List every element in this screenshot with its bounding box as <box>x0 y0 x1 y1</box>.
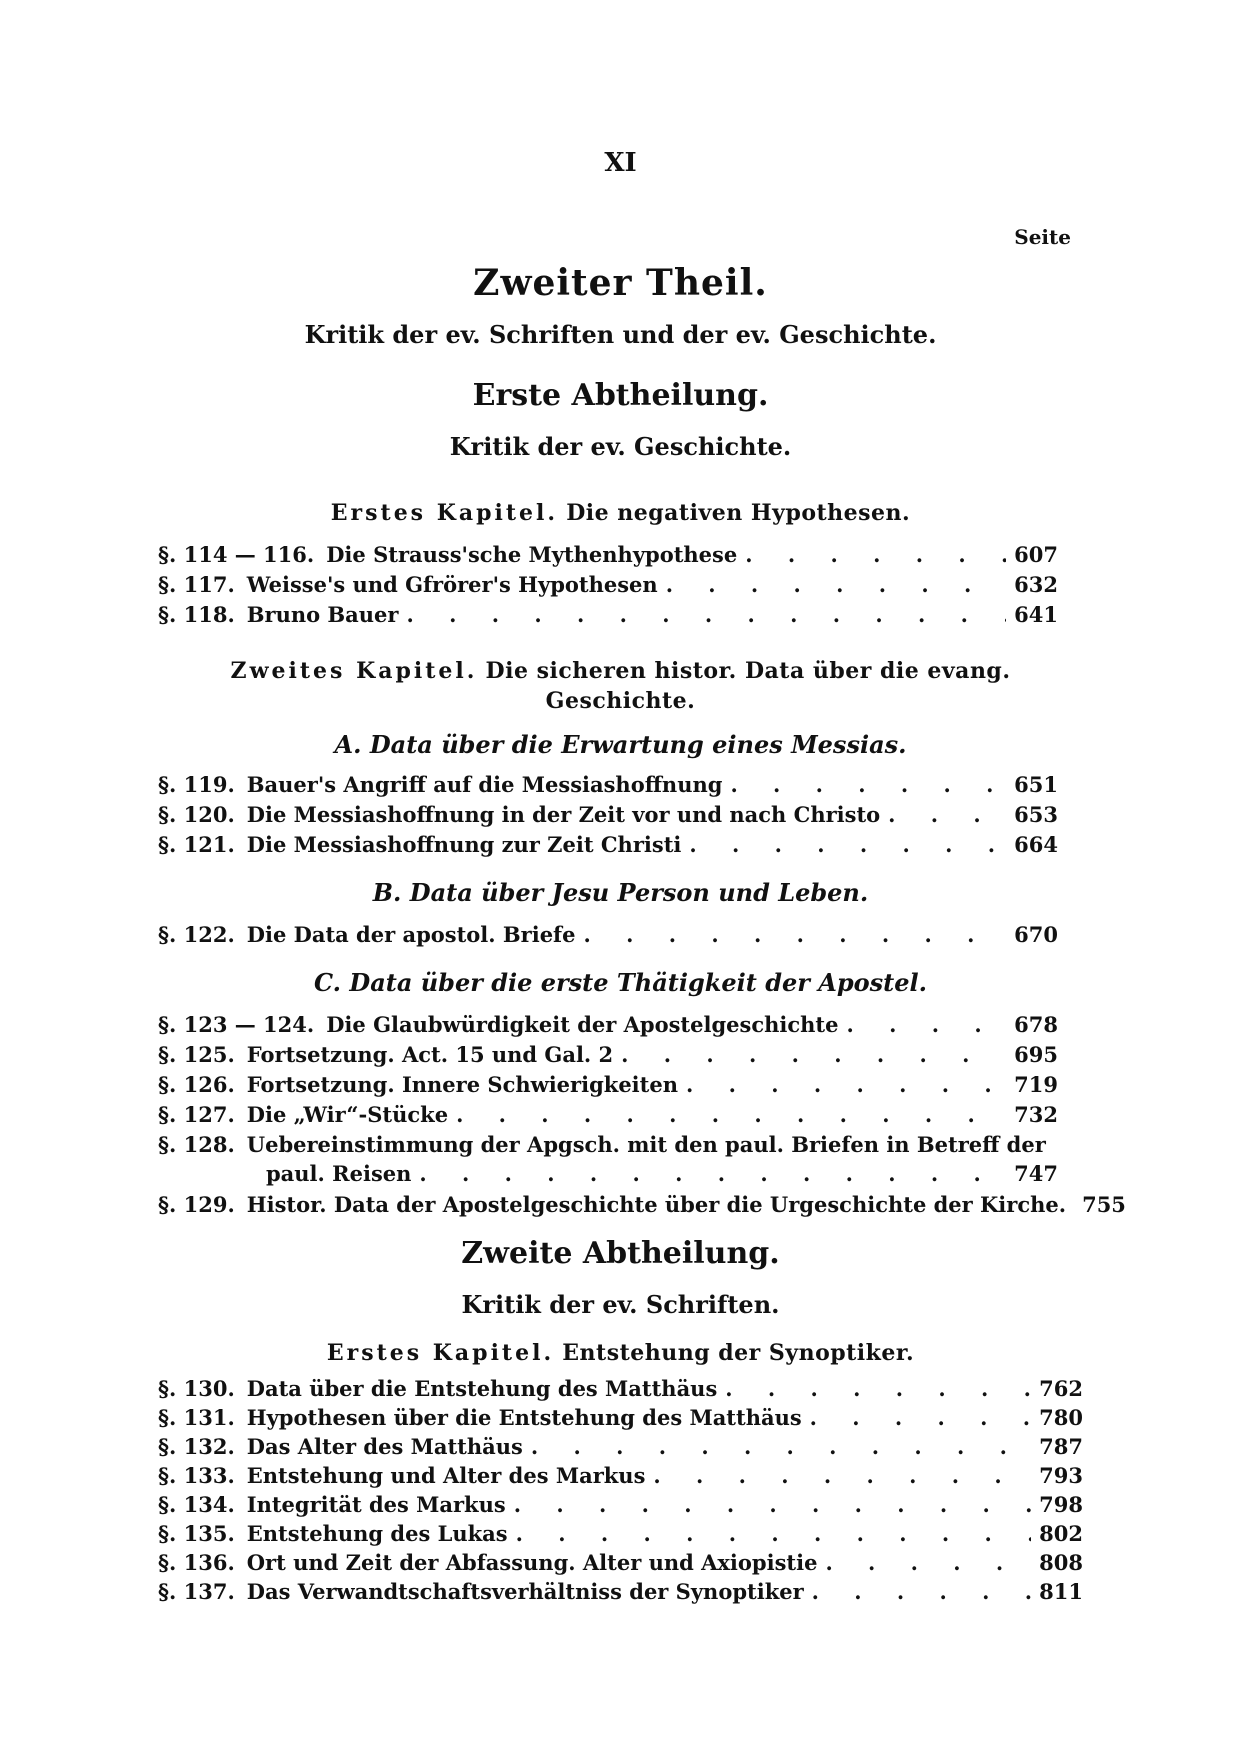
toc-entry <box>158 832 1058 857</box>
page-number: XI <box>604 148 637 178</box>
entry-page: 719 <box>1014 1072 1058 1097</box>
chapter-title-continued: Geschichte. <box>545 688 696 714</box>
entry-number: §. 117. <box>158 572 235 597</box>
entry-number: §. 136. <box>158 1550 235 1575</box>
entry-title: Die „Wir“-Stücke <box>246 1102 449 1127</box>
entry-title: Integrität des Markus <box>246 1492 506 1517</box>
toc-entry <box>158 1072 1058 1097</box>
entry-number: §. 123 — 124. <box>158 1012 315 1037</box>
part-title: Zweiter Theil. <box>473 262 768 304</box>
division-subtitle: Kritik der ev. Schriften. <box>461 1290 780 1319</box>
entry-page: 651 <box>1014 772 1058 797</box>
chapter-label: Erstes Kapitel. <box>330 500 559 526</box>
entry-page: 747 <box>1014 1161 1058 1186</box>
entry-number: §. 137. <box>158 1579 235 1604</box>
chapter-label: Zweites Kapitel. <box>230 658 478 684</box>
division-subtitle: Kritik der ev. Geschichte. <box>449 432 792 461</box>
leader-dots <box>514 1492 1031 1517</box>
leader-dots <box>745 542 1006 567</box>
entry-page: 787 <box>1039 1434 1083 1459</box>
leader-dots <box>531 1434 1031 1459</box>
leader-dots <box>888 802 1006 827</box>
entry-number: §. 128. <box>158 1132 235 1157</box>
leader-dots <box>825 1550 1031 1575</box>
entry-title: Die Strauss'sche Mythenhypothese <box>326 542 738 567</box>
toc-entry <box>158 772 1058 797</box>
toc-entry <box>158 1376 1083 1401</box>
toc-entry <box>158 1521 1083 1546</box>
page-column-label: Seite <box>1014 225 1071 249</box>
toc-entry <box>158 1550 1083 1575</box>
entry-page: 793 <box>1039 1463 1083 1488</box>
entry-page: 607 <box>1014 542 1058 567</box>
entry-number: §. 119. <box>158 772 235 797</box>
chapter-heading <box>0 1340 1241 1366</box>
chapter-heading <box>0 658 1241 684</box>
entry-title: Weisse's und Gfrörer's Hypothesen <box>246 572 658 597</box>
leader-dots <box>653 1463 1031 1488</box>
entry-number: §. 114 — 116. <box>158 542 315 567</box>
entry-number: §. 127. <box>158 1102 235 1127</box>
toc-entry <box>158 572 1058 597</box>
entry-number: §. 133. <box>158 1463 235 1488</box>
toc-entry <box>158 1192 1126 1217</box>
toc-entry <box>158 602 1058 627</box>
leader-dots <box>666 572 1006 597</box>
entry-page: 762 <box>1039 1376 1083 1401</box>
leader-dots <box>516 1521 1032 1546</box>
entry-title: Die Glaubwürdigkeit der Apostelgeschichte <box>326 1012 839 1037</box>
entry-number: §. 121. <box>158 832 235 857</box>
toc-entry <box>158 1042 1058 1067</box>
entry-number: §. 131. <box>158 1405 235 1430</box>
entry-number: §. 126. <box>158 1072 235 1097</box>
toc-entry <box>158 1492 1083 1517</box>
entry-page: 653 <box>1014 802 1058 827</box>
toc-entry <box>158 542 1058 567</box>
entry-title: Data über die Entstehung des Matthäus <box>246 1376 718 1401</box>
leader-dots <box>730 772 1006 797</box>
entry-title: Ort und Zeit der Abfassung. Alter und Axiopistie <box>246 1550 818 1575</box>
chapter-title: Die sicheren histor. Data über die evang. <box>485 658 1011 684</box>
toc-entry <box>158 1132 1058 1186</box>
entry-title: Entstehung des Lukas <box>246 1521 508 1546</box>
entry-page: 802 <box>1039 1521 1083 1546</box>
entry-title: Die Messiashoffnung in der Zeit vor und nach Christo <box>246 802 881 827</box>
entry-title: Das Verwandtschaftsverhältniss der Synoptiker <box>246 1579 804 1604</box>
toc-entry <box>158 802 1058 827</box>
entry-title: Die Data der apostol. Briefe <box>246 922 576 947</box>
leader-dots <box>419 1161 1006 1186</box>
entry-title-continued: paul. Reisen <box>266 1161 412 1186</box>
toc-entry <box>158 1463 1083 1488</box>
entry-number: §. 135. <box>158 1521 235 1546</box>
leader-dots <box>725 1376 1031 1401</box>
part-subtitle: Kritik der ev. Schriften und der ev. Geschichte. <box>304 320 937 349</box>
entry-number: §. 118. <box>158 602 235 627</box>
toc-entry <box>158 1434 1083 1459</box>
division-title: Zweite Abtheilung. <box>461 1236 780 1271</box>
entry-page: 664 <box>1014 832 1058 857</box>
entry-title: Das Alter des Matthäus <box>246 1434 523 1459</box>
division-title: Erste Abtheilung. <box>472 378 769 413</box>
chapter-heading <box>0 500 1241 526</box>
entry-number: §. 134. <box>158 1492 235 1517</box>
leader-dots <box>810 1405 1031 1430</box>
toc-entry <box>158 1102 1058 1127</box>
section-heading: B. Data über Jesu Person und Leben. <box>372 878 869 907</box>
entry-title: Fortsetzung. Act. 15 und Gal. 2 <box>246 1042 614 1067</box>
chapter-title: Die negativen Hypothesen. <box>566 500 911 526</box>
entry-page: 670 <box>1014 922 1058 947</box>
entry-title: Bauer's Angriff auf die Messiashoffnung <box>246 772 723 797</box>
entry-page: 798 <box>1039 1492 1083 1517</box>
entry-title: Fortsetzung. Innere Schwierigkeiten <box>246 1072 678 1097</box>
leader-dots <box>686 1072 1006 1097</box>
entry-page: 632 <box>1014 572 1058 597</box>
section-heading: A. Data über die Erwartung eines Messias. <box>334 730 907 759</box>
chapter-title: Entstehung der Synoptiker. <box>562 1340 915 1366</box>
entry-number: §. 132. <box>158 1434 235 1459</box>
entry-page: 678 <box>1014 1012 1058 1037</box>
entry-number: §. 120. <box>158 802 235 827</box>
leader-dots <box>456 1102 1006 1127</box>
entry-page: 780 <box>1039 1405 1083 1430</box>
entry-page: 755 <box>1082 1192 1126 1217</box>
entry-number: §. 130. <box>158 1376 235 1401</box>
entry-title: Die Messiashoffnung zur Zeit Christi <box>246 832 682 857</box>
entry-title: Uebereinstimmung der Apgsch. mit den paul. Briefen in Betreff der <box>246 1132 1046 1157</box>
entry-page: 641 <box>1014 602 1058 627</box>
leader-dots <box>406 602 1006 627</box>
section-heading: C. Data über die erste Thätigkeit der Apostel. <box>313 968 927 997</box>
toc-entry <box>158 1579 1083 1604</box>
leader-dots <box>689 832 1006 857</box>
entry-title: Bruno Bauer <box>246 602 399 627</box>
leader-dots <box>812 1579 1031 1604</box>
toc-entry <box>158 922 1058 947</box>
leader-dots <box>846 1012 1006 1037</box>
entry-page: 732 <box>1014 1102 1058 1127</box>
entry-page: 808 <box>1039 1550 1083 1575</box>
toc-entry <box>158 1012 1058 1037</box>
leader-dots <box>583 922 1006 947</box>
entry-page: 695 <box>1014 1042 1058 1067</box>
leader-dots <box>621 1042 1006 1067</box>
chapter-label: Erstes Kapitel. <box>326 1340 555 1366</box>
toc-entry <box>158 1405 1083 1430</box>
entry-title: Histor. Data der Apostelgeschichte über die Urgeschichte der Kirche. <box>246 1192 1067 1217</box>
entry-number: §. 122. <box>158 922 235 947</box>
entry-title: Hypothesen über die Entstehung des Matthäus <box>246 1405 802 1430</box>
entry-number: §. 129. <box>158 1192 235 1217</box>
entry-number: §. 125. <box>158 1042 235 1067</box>
entry-page: 811 <box>1039 1579 1083 1604</box>
entry-title: Entstehung und Alter des Markus <box>246 1463 646 1488</box>
